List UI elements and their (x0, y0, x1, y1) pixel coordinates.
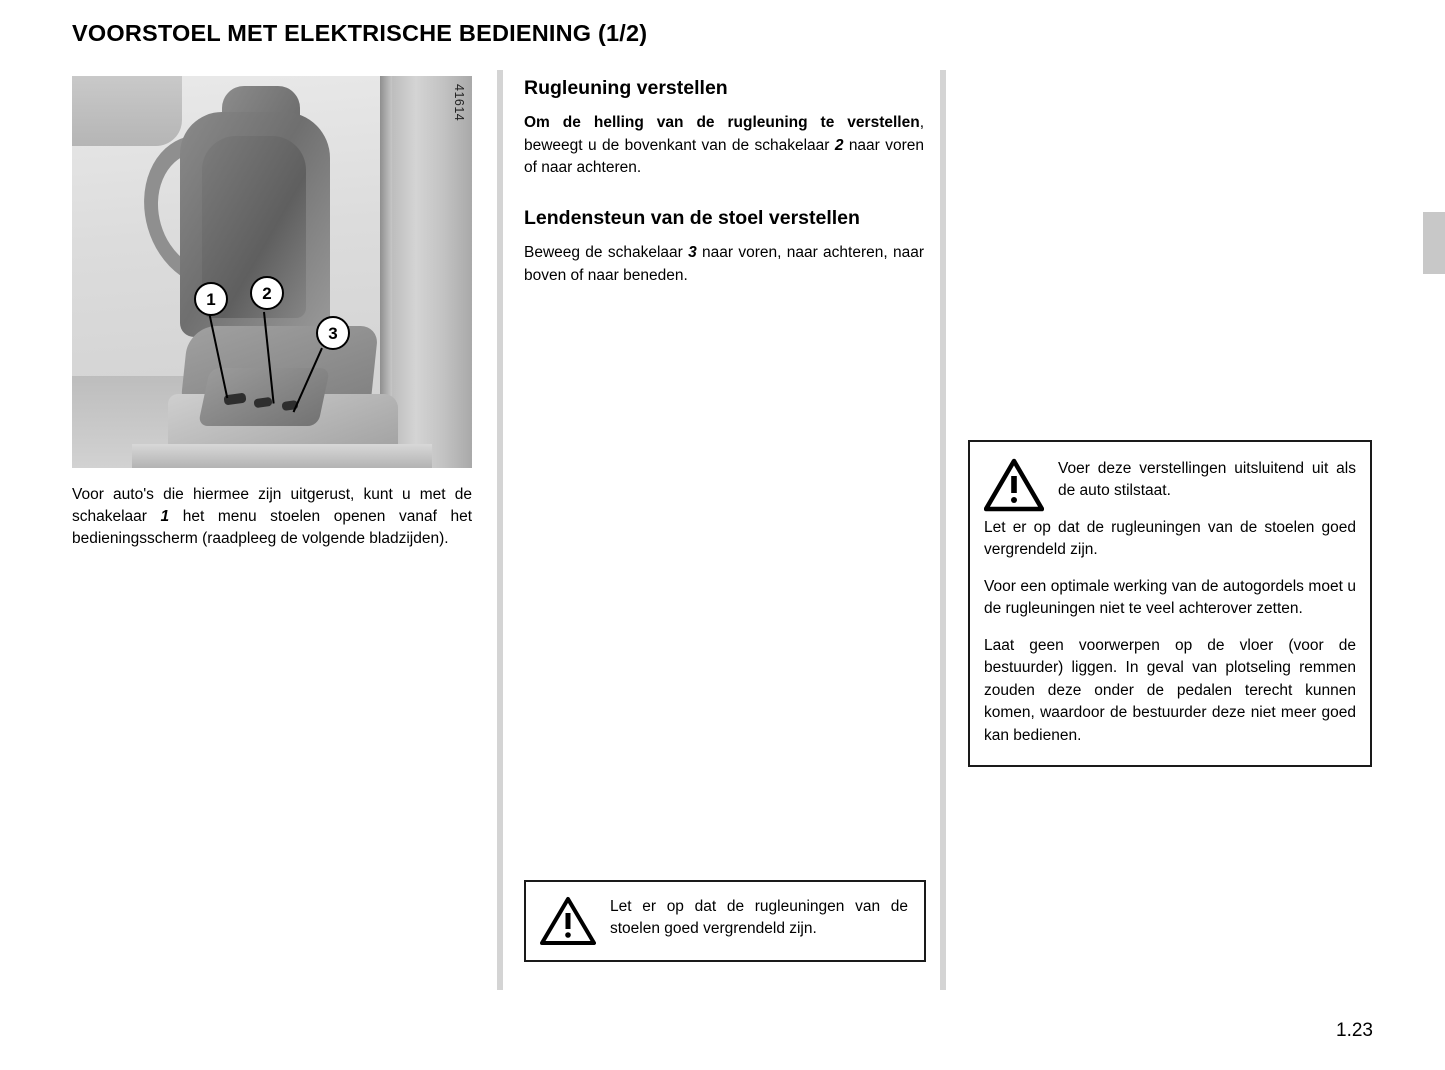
warning-box-right (968, 440, 1372, 767)
backrest-body-1: , beweegt u de bovenkant van de schakelaar (524, 114, 924, 154)
backrest-switch-ref: 2 (834, 136, 844, 154)
page-title: VOORSTOEL MET ELEKTRISCHE BEDIENING (1/2) (72, 20, 648, 46)
caption-switch-ref: 1 (160, 508, 170, 525)
dashboard-shape (72, 76, 182, 146)
figure-caption (72, 484, 472, 550)
warning-triangle-icon (984, 458, 1044, 512)
lumbar-body-1: Beweeg de schakelaar (524, 244, 689, 262)
section-heading-backrest: Rugleuning verstellen (524, 77, 728, 99)
column-divider-right (940, 70, 946, 990)
caption-part-2: het menu stoelen openen vanaf het bedieningsscherm (raadpleeg de volgende bladzijden). (72, 508, 473, 547)
right-column (968, 440, 1372, 767)
callout-3-label: 3 (328, 323, 338, 343)
warning-right-paragraph-1: Voer deze verstellingen uitsluitend uit als de auto stilstaat. (1058, 460, 1356, 500)
backrest-lead-text: Om de helling van de rugleuning te verstellen (524, 114, 920, 132)
callout-1 (194, 282, 228, 316)
warning-right-paragraph-4: Laat geen voorwerpen op de vloer (voor de bestuurder) liggen. In geval van plotseling remmen zouden deze onder de pedalen terecht kunnen komen, waardoor de bestuurder deze niet meer goed kan bedienen. (984, 636, 1356, 744)
warning-right-text (984, 458, 1356, 747)
callout-2 (250, 276, 284, 310)
callout-1-label: 1 (206, 289, 216, 309)
chapter-tab-marker (1423, 212, 1445, 274)
warning-right-paragraph-2: Let er op dat de rugleuningen van de stoelen goed vergrendeld zijn. (984, 518, 1356, 559)
figure-code: 41614 (452, 84, 466, 122)
seat-controls-illustration (72, 76, 472, 468)
page-number: 1.23 (1336, 1020, 1373, 1041)
lumbar-switch-ref: 3 (688, 244, 697, 262)
callout-3 (316, 316, 350, 350)
door-panel-shape (392, 76, 472, 468)
backrest-body-2: naar voren of naar achteren. (524, 136, 924, 177)
section-body-backrest (524, 112, 924, 179)
warning-middle-paragraph: Let er op dat de rugleuningen van de stoelen goed vergrendeld zijn. (610, 898, 908, 938)
lumbar-body-2: naar voren, naar achteren, naar boven of naar beneden. (524, 244, 924, 284)
warning-triangle-icon (540, 896, 596, 946)
warning-right-paragraph-3: Voor een optimale werking van de autogordels moet u de rugleuningen niet te veel achterover zetten. (984, 577, 1356, 618)
caption-part-1: Voor auto's die hiermee zijn uitgerust, kunt u met de schakelaar (72, 486, 472, 525)
warning-box-middle (524, 880, 926, 962)
section-body-lumbar (524, 242, 924, 287)
column-divider-left (497, 70, 503, 990)
middle-column (524, 76, 924, 313)
left-column (72, 76, 472, 550)
section-heading-lumbar: Lendensteun van de stoel verstellen (524, 206, 860, 229)
warning-middle-text (610, 896, 908, 946)
callout-2-label: 2 (262, 283, 272, 303)
door-sill-shape (132, 444, 432, 468)
